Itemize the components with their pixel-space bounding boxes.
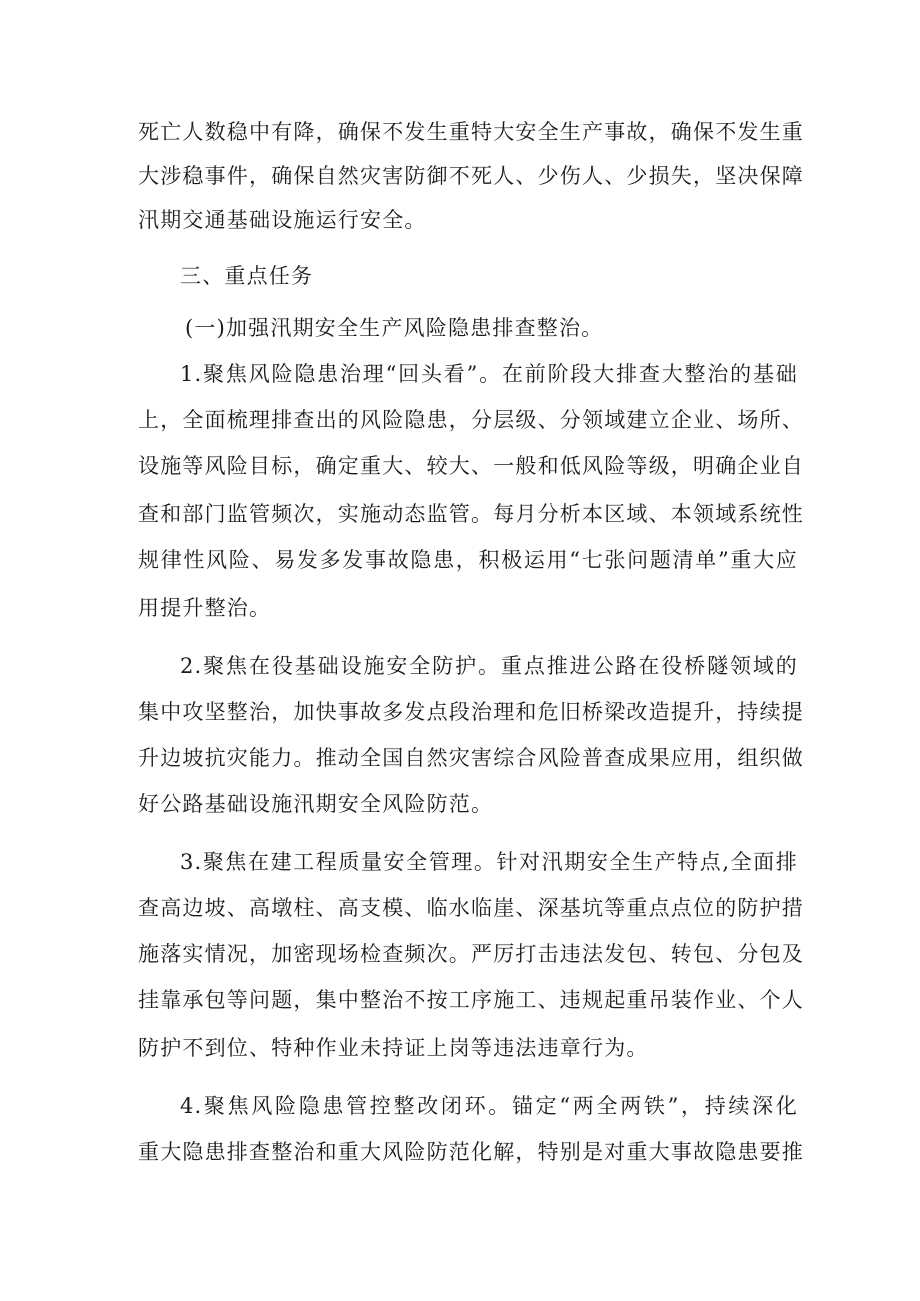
paragraph-line: 汛期交通基础设施运行安全。	[138, 208, 427, 232]
paragraph-line: 重大隐患排查整治和重大风险防范化解，特别是对重大事故隐患要推	[138, 1140, 804, 1164]
paragraph-line: 挂靠承包等问题，集中整治不按工序施工、违规起重吊装作业、个人	[138, 988, 804, 1012]
paragraph-line: 1.聚焦风险隐患治理“回头看”。在前阶段大排查大整治的基础	[180, 362, 798, 386]
paragraph-line: 2.聚焦在役基础设施安全防护。重点推进公路在役桥隧领域的	[180, 654, 798, 678]
paragraph-line: 防护不到位、特种作业未持证上岗等违法违章行为。	[138, 1036, 649, 1060]
paragraph-line: 死亡人数稳中有降，确保不发生重特大安全生产事故，确保不发生重	[138, 120, 804, 144]
paragraph-line: 3.聚焦在建工程质量安全管理。针对汛期安全生产特点,全面排	[180, 850, 798, 874]
paragraph-line: 施落实情况，加密现场检查频次。严厉打击违法发包、转包、分包及	[138, 942, 804, 966]
paragraph-line: 查和部门监管频次，实施动态监管。每月分析本区域、本领域系统性	[138, 502, 804, 526]
paragraph-line: 上，全面梳理排查出的风险隐患，分层级、分领域建立企业、场所、	[138, 408, 804, 432]
subsection-heading: (一)加强汛期安全生产风险隐患排查整治。	[185, 316, 604, 340]
paragraph-line: 4.聚焦风险隐患管控整改闭环。锚定“两全两铁”，持续深化	[180, 1094, 798, 1118]
paragraph-line: 集中攻坚整治，加快事故多发点段治理和危旧桥梁改造提升，持续提	[138, 700, 804, 724]
paragraph-line: 升边坡抗灾能力。推动全国自然灾害综合风险普查成果应用，组织做	[138, 746, 804, 770]
paragraph-line: 大涉稳事件，确保自然灾害防御不死人、少伤人、少损失，坚决保障	[138, 164, 804, 188]
paragraph-line: 设施等风险目标，确定重大、较大、一般和低风险等级，明确企业自	[138, 454, 804, 478]
paragraph-line: 好公路基础设施汛期安全风险防范。	[138, 792, 494, 816]
paragraph-line: 查高边坡、高墩柱、高支模、临水临崖、深基坑等重点点位的防护措	[138, 896, 804, 920]
paragraph-line: 用提升整治。	[138, 596, 272, 620]
section-heading: 三、重点任务	[180, 264, 314, 288]
paragraph-line: 规律性风险、易发多发事故隐患，积极运用“七张问题清单”重大应	[138, 548, 798, 572]
